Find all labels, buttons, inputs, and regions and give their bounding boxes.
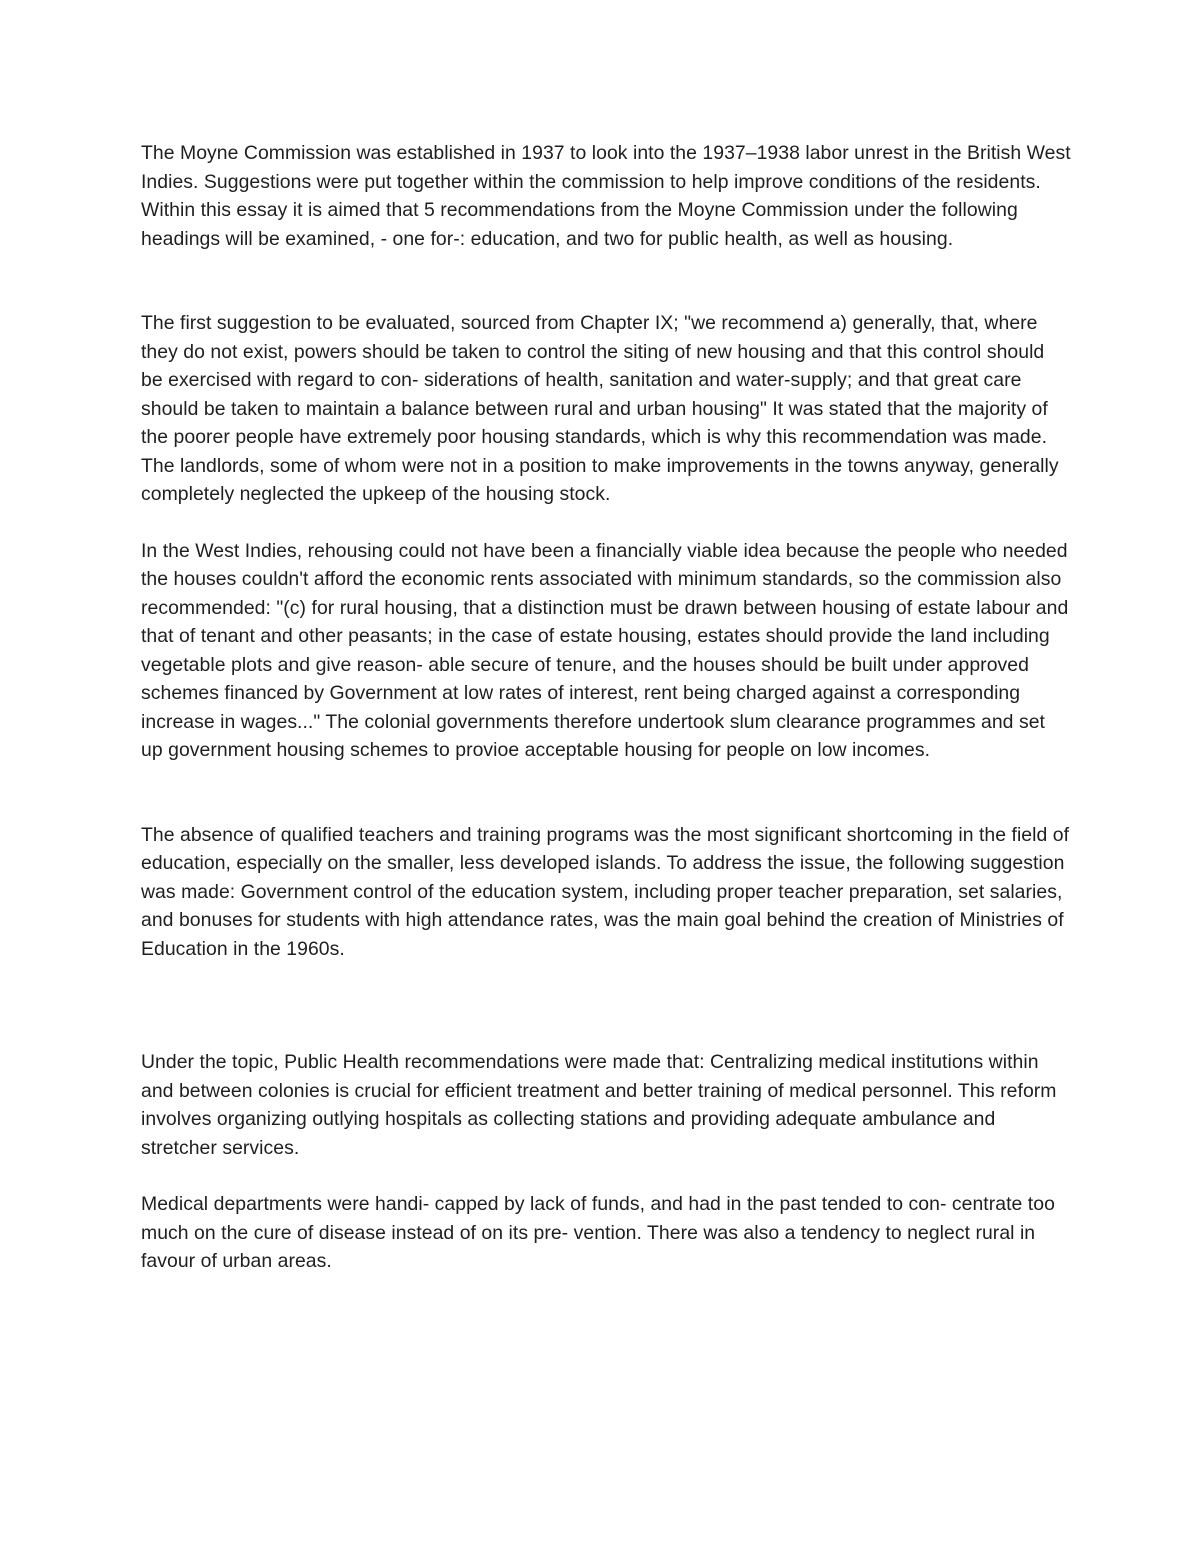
paragraph-public-health: Under the topic, Public Health recommendations were made that: Centralizing medical institutions within and between colonies is crucial for efficient treatment and better training of medical personnel. This reform involves organizing outlying hospitals as collecting stations and providing adequate ambulance and stretcher services. <box>141 1051 1057 1159</box>
paragraph-intro: The Moyne Commission was established in 1937 to look into the 1937–1938 labor unrest in the British West Indies. Suggestions were put together within the commission to help improve conditions of the residents. Within this essay it is aimed that 5 recommendations from the Moyne Commission under the following headings will be examined, - one for-: education, and two for public health, as well as housing. <box>141 142 1071 250</box>
paragraph-housing-rural: In the West Indies, rehousing could not have been a financially viable idea because the people who needed the houses couldn't afford the economic rents associated with minimum standards, so the commission also recommended: "(c) for rural housing, that a distinction must be drawn between housing of estate labour and that of tenant and other peasants; in the case of estate housing, estates should provide the land including vegetable plots and give reason- able secure of tenure, and the houses should be built under approved schemes financed by Government at low rates of interest, rent being charged against a corresponding increase in wages..." The colonial governments therefore undertook slum clearance programmes and set up government housing schemes to provioe acceptable housing for people on low incomes. <box>141 539 1069 761</box>
paragraph-housing-first-suggestion: The first suggestion to be evaluated, sourced from Chapter IX; "we recommend a) generally, that, where they do not exist, powers should be taken to control the siting of new housing and that this control should be exercised with regard to con- siderations of health, sanitation and water-supply; and that great care should be taken to maintain a balance between rural and urban housing" It was stated that the majority of the poorer people have extremely poor housing standards, which is why this recommendation was made. The landlords, some of whom were not in a position to make improvements in the towns anyway, generally completely neglected the upkeep of the housing stock. <box>141 312 1059 505</box>
paragraph-medical-departments: Medical departments were handi- capped by lack of funds, and had in the past tended to con- centrate too much on the cure of disease instead of on its pre- vention. There was also a tendency to neglect rural in favour of urban areas. <box>141 1193 1055 1272</box>
paragraph-education: The absence of qualified teachers and training programs was the most significant shortcoming in the field of education, especially on the smaller, less developed islands. To address the issue, the following suggestion was made: Government control of the education system, including proper teacher preparation, set salaries, and bonuses for students with high attendance rates, was the main goal behind the creation of Ministries of Education in the 1960s. <box>141 823 1070 960</box>
document-body <box>141 139 1071 1276</box>
